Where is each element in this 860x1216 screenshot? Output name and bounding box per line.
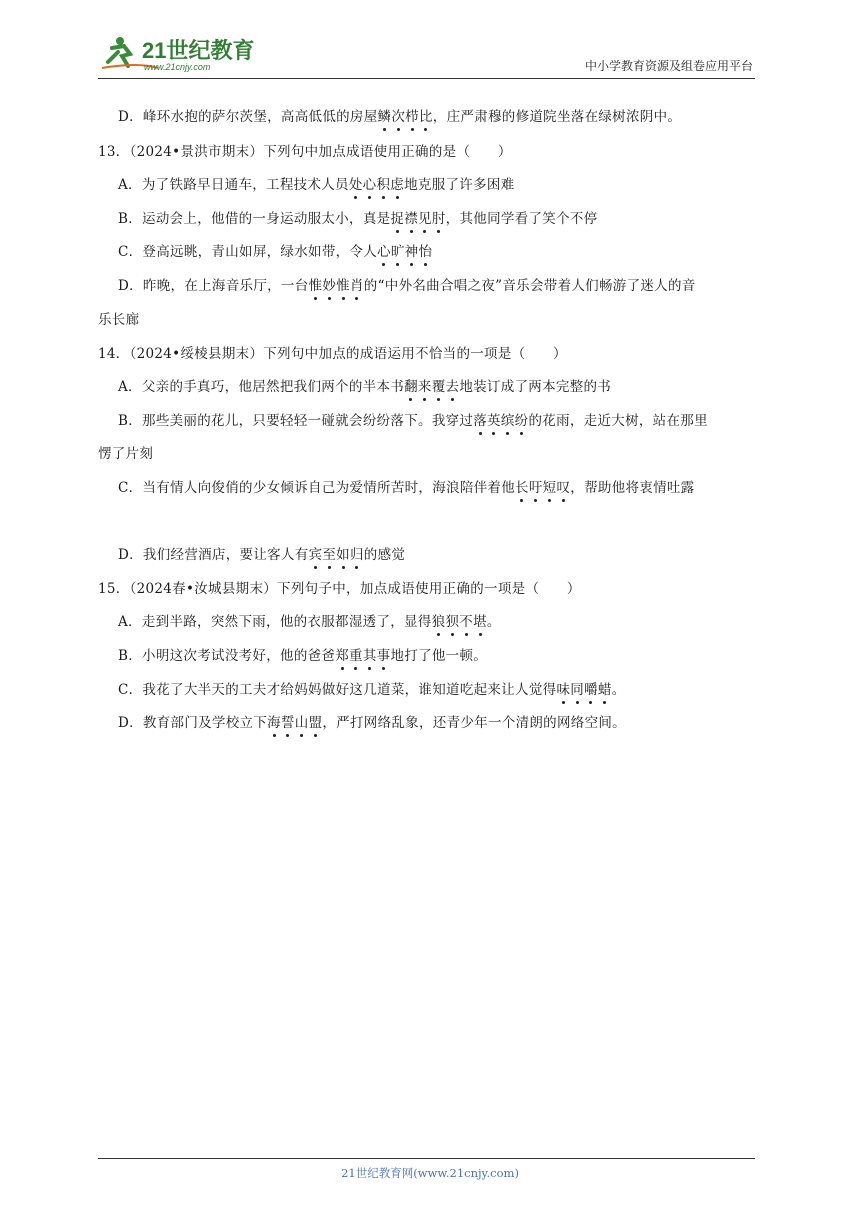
dotted-idiom: 翻来覆去 (404, 379, 460, 395)
logo-url: www.21cnjy.com (144, 62, 211, 72)
answer-option: B．那些美丽的花儿，只要轻轻一碰就会纷纷落下。我穿过落英缤纷的花雨，走近大树，站在那里 (118, 413, 708, 429)
dotted-idiom: 落英缤纷 (473, 413, 529, 429)
question-stem: 14．（2024•绥棱县期末）下列句中加点的成语运用不恰当的一项是（ ） (98, 346, 567, 362)
dotted-idiom: 味同嚼蜡 (556, 682, 612, 698)
footer-text: 21世纪教育网(www.21cnjy.com) (341, 1166, 519, 1180)
answer-option: D．昨晚，在上海音乐厅，一台惟妙惟肖的“中外名曲合唱之夜”音乐会带着人们畅游了迷人的音 (118, 278, 696, 294)
footer-divider (98, 1158, 755, 1159)
dotted-idiom: 宾至如归 (308, 547, 364, 563)
dotted-idiom: 鳞次栉比 (377, 109, 433, 125)
question-stem: 13．（2024•景洪市期末）下列句中加点成语使用正确的是（ ） (98, 144, 512, 160)
platform-title: 中小学教育资源及组卷应用平台 (584, 59, 753, 73)
answer-option: A．父亲的手真巧，他居然把我们两个的半本书翻来覆去地装订成了两本完整的书 (118, 379, 612, 395)
answer-option: C．登高远眺，青山如屏，绿水如带，令人心旷神怡 (118, 244, 433, 260)
answer-option: D．教育部门及学校立下海誓山盟，严打网络乱象，还青少年一个清朗的网络空间。 (118, 715, 626, 731)
answer-option: B．运动会上，他借的一身运动服太小，真是捉襟见肘，其他同学看了笑个不停 (118, 211, 598, 227)
answer-option: A．走到半路，突然下雨，他的衣服都湿透了，显得狼狈不堪。 (118, 614, 501, 630)
answer-option: A．为了铁路早日通车，工程技术人员处心积虑地克服了许多困难 (118, 177, 515, 193)
answer-option: B．小明这次考试没考好，他的爸爸郑重其事地打了他一顿。 (118, 648, 488, 664)
page-header (98, 30, 755, 79)
answer-option: D．峰环水抱的萨尔茨堡，高高低低的房屋鳞次栉比，庄严肃穆的修道院坐落在绿树浓阴中。 (118, 109, 682, 125)
logo-text: 21世纪教育 (142, 38, 255, 63)
dotted-idiom: 狼狈不堪 (431, 614, 487, 630)
text-continuation: 乐长廊 (98, 312, 140, 328)
answer-option: C．当有情人向俊俏的少女倾诉自己为爱情所苦时，海浪陪伴着他长吁短叹，帮助他将衷情吐露 (118, 480, 695, 496)
dotted-idiom: 郑重其事 (335, 648, 391, 664)
site-logo (98, 34, 268, 74)
text-continuation: 愣了片刻 (98, 446, 154, 462)
dotted-idiom: 长吁短叹 (515, 480, 571, 496)
dotted-idiom: 海誓山盟 (267, 715, 323, 731)
answer-option: D．我们经营酒店，要让客人有宾至如归的感觉 (118, 547, 406, 563)
dotted-idiom: 捉襟见肘 (390, 211, 446, 227)
answer-option: C．我花了大半天的工夫才给妈妈做好这几道菜，谁知道吃起来让人觉得味同嚼蜡。 (118, 682, 626, 698)
dotted-idiom: 惟妙惟肖 (308, 278, 364, 294)
dotted-idiom: 处心积虑 (348, 177, 405, 193)
question-stem: 15．（2024春•汝城县期末）下列句子中，加点成语使用正确的一项是（ ） (98, 581, 581, 597)
dotted-idiom: 心旷神怡 (377, 244, 433, 260)
